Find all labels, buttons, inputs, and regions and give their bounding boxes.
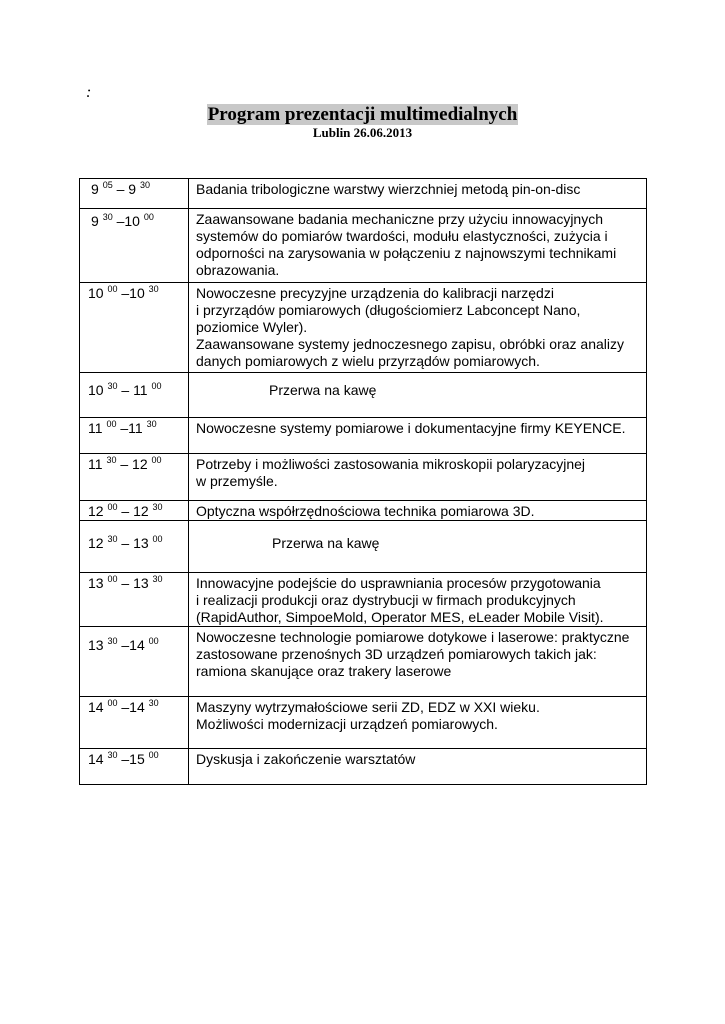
end-hour: 14 — [129, 637, 145, 653]
time-cell — [80, 749, 189, 785]
start-minute: 00 — [107, 502, 118, 512]
time-cell — [80, 573, 189, 627]
schedule-row — [80, 573, 647, 627]
description-cell — [189, 501, 647, 521]
end-hour: 13 — [133, 535, 149, 551]
description-cell — [189, 179, 647, 209]
start-hour: 11 — [88, 456, 103, 472]
description-cell — [189, 418, 647, 454]
end-minute: 00 — [148, 750, 159, 760]
page-title-text: Program prezentacji multimedialnych — [207, 104, 518, 125]
session-description — [189, 179, 646, 198]
time-separator: – — [117, 637, 130, 653]
end-minute: 00 — [151, 455, 162, 465]
description-line: Zaawansowane systemy jednoczesnego zapisu, obróbki oraz analizy danych pomiarowych z wielu przyrządów pomiarowych. — [196, 336, 625, 369]
session-description — [189, 501, 646, 520]
time-separator: – — [117, 751, 130, 767]
description-line: Nowoczesne precyzyjne urządzenia do kalibracji narzędzi — [196, 285, 554, 301]
description-line: Przerwa na kawę — [272, 535, 380, 551]
start-minute: 00 — [107, 574, 118, 584]
time-cell — [80, 697, 189, 749]
description-cell — [189, 209, 647, 283]
schedule-row — [80, 179, 647, 209]
time-separator: – — [117, 285, 130, 301]
start-hour: 14 — [88, 751, 104, 767]
description-line: Zaawansowane badania mechaniczne przy użyciu innowacyjnych systemów do pomiarów twardości, modułu elastyczności, zużycia i odporności na zarysowania w połączeniu z najnowszymi technikami obrazowania. — [196, 211, 617, 278]
time-separator: – — [116, 420, 129, 436]
start-minute: 00 — [107, 698, 118, 708]
start-minute: 30 — [107, 750, 118, 760]
time-range — [80, 179, 188, 198]
start-hour: 11 — [88, 420, 103, 436]
description-line: Potrzeby i możliwości zastosowania mikroskopii polaryzacyjnej — [196, 456, 586, 472]
start-hour: 14 — [88, 699, 104, 715]
session-description — [189, 573, 646, 626]
end-hour: 9 — [128, 181, 137, 197]
time-range — [80, 573, 188, 592]
time-range — [80, 209, 188, 230]
start-hour: 13 — [88, 637, 104, 653]
start-minute: 00 — [106, 419, 117, 429]
description-line: Optyczna współrzędnościowa technika pomiarowa 3D. — [196, 503, 535, 519]
start-minute: 30 — [107, 381, 118, 391]
session-description — [189, 454, 646, 490]
time-range — [80, 749, 188, 768]
session-description — [189, 418, 646, 437]
coffee-break-label — [189, 521, 646, 552]
description-cell — [189, 749, 647, 785]
end-minute: 30 — [148, 284, 159, 294]
schedule-row — [80, 373, 647, 418]
end-hour: 15 — [129, 751, 145, 767]
time-separator: – — [116, 456, 133, 472]
schedule-row — [80, 627, 647, 697]
schedule-table — [79, 178, 647, 785]
schedule-row — [80, 283, 647, 373]
description-cell — [189, 573, 647, 627]
time-cell — [80, 454, 189, 501]
time-separator: – — [117, 503, 134, 519]
coffee-break-label — [189, 373, 646, 399]
description-line: Nowoczesne systemy pomiarowe i dokumentacyjne firmy KEYENCE. — [196, 420, 626, 436]
session-description — [189, 697, 646, 733]
time-cell — [80, 521, 189, 573]
page-subtitle: Lublin 26.06.2013 — [312, 125, 413, 140]
description-cell — [189, 697, 647, 749]
schedule-row — [80, 521, 647, 573]
start-hour: 12 — [88, 535, 104, 551]
time-range — [80, 501, 188, 520]
time-range — [80, 283, 188, 302]
description-cell — [189, 627, 647, 697]
time-separator: – — [117, 535, 134, 551]
time-cell — [80, 627, 189, 697]
time-separator: – — [112, 213, 125, 229]
start-hour: 9 — [91, 181, 99, 197]
description-line: Możliwości modernizacji urządzeń pomiarowych. — [196, 716, 498, 732]
schedule-row — [80, 454, 647, 501]
time-cell — [80, 283, 189, 373]
time-range — [80, 627, 188, 654]
time-cell — [80, 373, 189, 418]
end-hour: 13 — [133, 575, 149, 591]
description-line: Badania tribologiczne warstwy wierzchniej metodą pin-on-disc — [196, 181, 581, 197]
end-minute: 30 — [146, 419, 157, 429]
schedule-row — [80, 749, 647, 785]
session-description — [189, 627, 646, 680]
time-separator: – — [117, 699, 130, 715]
time-range — [80, 521, 188, 552]
start-minute: 30 — [107, 534, 118, 544]
session-description — [189, 283, 646, 370]
end-hour: 11 — [133, 382, 148, 398]
start-hour: 12 — [88, 503, 104, 519]
description-line: i realizacji produkcji oraz dystrybucji w firmach produkcyjnych (RapidAuthor, SimpoeMold, Operator MES, eLeader Mobile Visit). — [196, 592, 604, 625]
start-minute: 30 — [107, 636, 118, 646]
end-minute: 00 — [148, 636, 159, 646]
start-minute: 00 — [107, 284, 118, 294]
description-cell — [189, 454, 647, 501]
time-cell — [80, 501, 189, 521]
time-range — [80, 454, 188, 473]
description-line: i przyrządów pomiarowych (długościomierz Labconcept Nano, poziomice Wyler). — [196, 302, 581, 335]
time-range — [80, 418, 188, 437]
start-hour: 9 — [91, 213, 99, 229]
description-line: Przerwa na kawę — [269, 382, 377, 398]
start-hour: 10 — [88, 285, 104, 301]
description-cell — [189, 521, 647, 573]
description-cell — [189, 283, 647, 373]
colon-mark: : — [86, 84, 92, 101]
time-range — [80, 373, 188, 399]
session-description — [189, 749, 646, 768]
end-minute: 00 — [151, 381, 162, 391]
description-cell — [189, 373, 647, 418]
end-minute: 30 — [152, 502, 163, 512]
start-hour: 10 — [88, 382, 104, 398]
end-hour: 12 — [133, 503, 149, 519]
description-line: Dyskusja i zakończenie warsztatów — [196, 751, 416, 767]
description-line: w przemyśle. — [196, 473, 278, 489]
time-cell — [80, 179, 189, 209]
end-minute: 00 — [152, 534, 163, 544]
description-line: Innowacyjne podejście do usprawniania procesów przygotowania — [196, 575, 601, 591]
schedule-row — [80, 501, 647, 521]
end-minute: 00 — [143, 212, 154, 222]
time-range — [80, 697, 188, 716]
time-separator: – — [117, 575, 134, 591]
end-minute: 30 — [148, 698, 159, 708]
time-separator: – — [112, 181, 129, 197]
start-minute: 30 — [106, 455, 117, 465]
time-separator: – — [117, 382, 134, 398]
end-minute: 30 — [139, 180, 150, 190]
schedule-row — [80, 209, 647, 283]
page-title — [0, 104, 725, 126]
end-hour: 10 — [129, 285, 145, 301]
end-hour: 11 — [128, 420, 143, 436]
schedule-row — [80, 418, 647, 454]
end-minute: 30 — [152, 574, 163, 584]
start-minute: 30 — [102, 212, 113, 222]
time-cell — [80, 209, 189, 283]
end-hour: 14 — [129, 699, 145, 715]
description-line: Nowoczesne technologie pomiarowe dotykowe i laserowe: praktyczne zastosowane przenośnych 3D urządzeń pomiarowych takich jak: ramiona skanujące oraz trakery laserowe — [196, 629, 630, 679]
start-minute: 05 — [102, 180, 113, 190]
end-hour: 10 — [124, 213, 140, 229]
session-description — [189, 209, 646, 279]
time-cell — [80, 418, 189, 454]
end-hour: 12 — [132, 456, 148, 472]
start-hour: 13 — [88, 575, 104, 591]
schedule-row — [80, 697, 647, 749]
description-line: Maszyny wytrzymałościowe serii ZD, EDZ w XXI wieku. — [196, 699, 540, 715]
